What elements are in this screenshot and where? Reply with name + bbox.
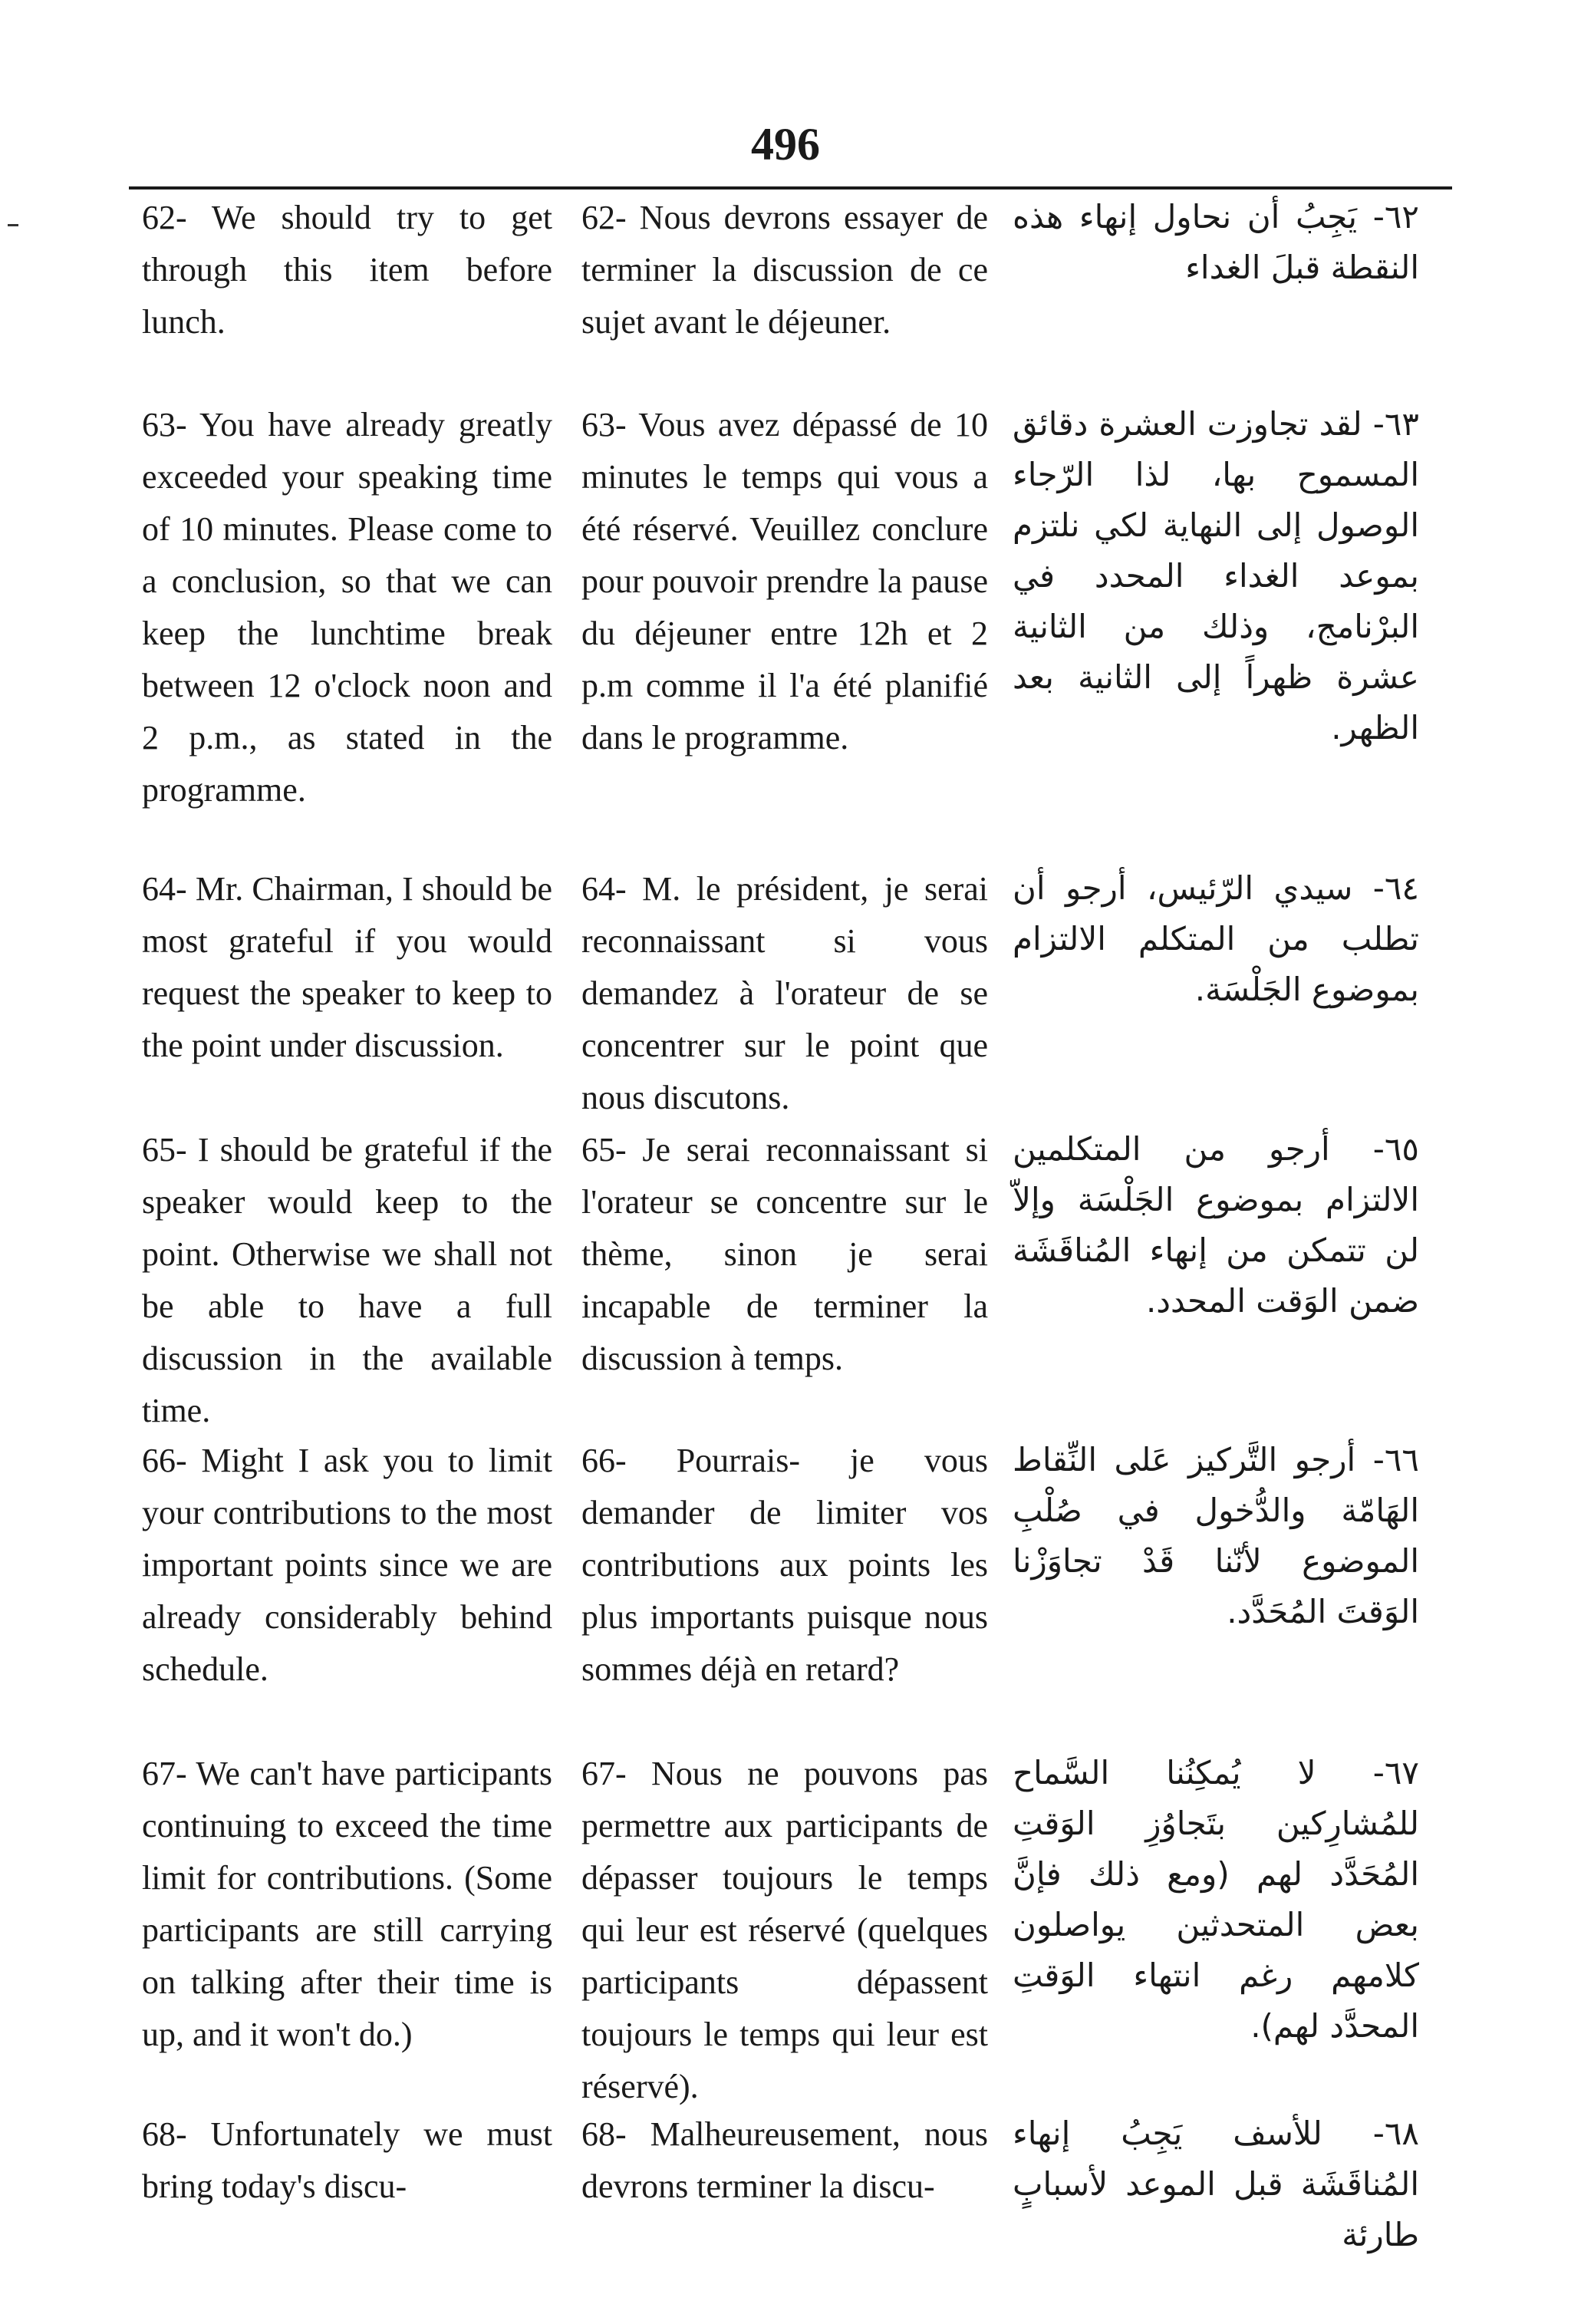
french-text: 65- Je serai reconnaissant si l'orateur se concentre sur le thème, sinon je serai incapable de terminer la discussion à temps.	[581, 1131, 988, 1377]
french-text: 63- Vous avez dépassé de 10 minutes le temps qui vous a été réservé. Veuillez conclure pour pouvoir prendre la pause du déjeuner entre 12h et 2 p.m comme il l'a été planifié dans le programme.	[581, 406, 988, 757]
english-text: 63- You have already greatly exceeded your speaking time of 10 minutes. Please come to a conclusion, so that we can keep the lunchtime break between 12 o'clock noon and 2 p.m., as stated in the programme.	[142, 406, 552, 809]
french-text: 67- Nous ne pouvons pas permettre aux participants de dépasser toujours le temps qui leur est réservé (quelques participants dépassent toujours le temps qui leur est réservé).	[581, 1755, 988, 2105]
english-text: 62- We should try to get through this item before lunch.	[142, 199, 552, 341]
french-text: 62- Nous devrons essayer de terminer la discussion de ce sujet avant le déjeuner.	[581, 199, 988, 341]
english-text: 68- Unfortunately we must bring today's discu-	[142, 2115, 552, 2205]
arabic-text: ٦٣- لقد تجاوزت العشرة دقائق المسموح بها، لذا الرّجاء الوصول إلى النهاية لكي نلتزم بموعد الغداء المحدد في البرْنامج، وذلك من الثانية عشرة ظهراً إلى الثانية بعد الظهر.	[1013, 405, 1419, 747]
arabic-text: ٦٤- سيدي الرّئيس، أرجو أن تطلب من المتكلم الالتزام بموضوع الجَلْسَة.	[1013, 869, 1419, 1008]
arabic-text: ٦٧- لا يُمكِنُنا السَّماح للمُشارِكين بتَجاوُزِ الوَقتِ المُحَدَّد لهم (ومع ذلك فإنَّ بعض المتحدثين يواصلون كلامهم رغم انتهاء الوَقتِ المحدَّد لهم).	[1013, 1754, 1419, 2045]
french-text: 68- Malheureusement, nous devrons terminer la discu-	[581, 2115, 988, 2205]
english-text: 67- We can't have participants continuing to exceed the time limit for contributions. (Some participants are still carrying on talking after their time is up, and it won't do.)	[142, 1755, 552, 2053]
arabic-text: ٦٥- أرجو من المتكلمين الالتزام بموضوع الجَلْسَة وإلاّ لن تتمكن من إنهاء المُناقَشَة ضمن الوَقت المحدد.	[1013, 1130, 1419, 1320]
header-rule	[129, 186, 1452, 190]
english-text: 64- Mr. Chairman, I should be most grateful if you would request the speaker to keep to the point under discussion.	[142, 870, 552, 1064]
margin-mark	[8, 224, 18, 226]
page-number: 496	[751, 119, 820, 170]
english-text: 66- Might I ask you to limit your contributions to the most important points since we are already considerably behind schedule.	[142, 1442, 552, 1688]
french-text: 64- M. le président, je serai reconnaissant si vous demandez à l'orateur de se concentrer sur le point que nous discutons.	[581, 870, 988, 1116]
arabic-text: ٦٦- أرجو التَّركيز عَلى النِّقاط الهَامّة والدُّخول في صُلْبِ الموضوع لأنّنا قَدْ تجاوَزْنا الوَقتَ المُحَدَّد.	[1013, 1441, 1419, 1630]
arabic-text: ٦٢- يَجِبُ أن نحاول إنهاء هذه النقطة قبلَ الغداء	[1013, 198, 1419, 286]
french-text: 66- Pourrais- je vous demander de limiter vos contributions aux points les plus importants puisque nous sommes déjà en retard?	[581, 1442, 988, 1688]
english-text: 65- I should be grateful if the speaker would keep to the point. Otherwise we shall not be able to have a full discussion in the available time.	[142, 1131, 552, 1429]
arabic-text: ٦٨- للأسف يَجِبُ إنهاء المُناقَشَة قبل الموعد لأسبابٍ طارئة	[1013, 2115, 1419, 2253]
